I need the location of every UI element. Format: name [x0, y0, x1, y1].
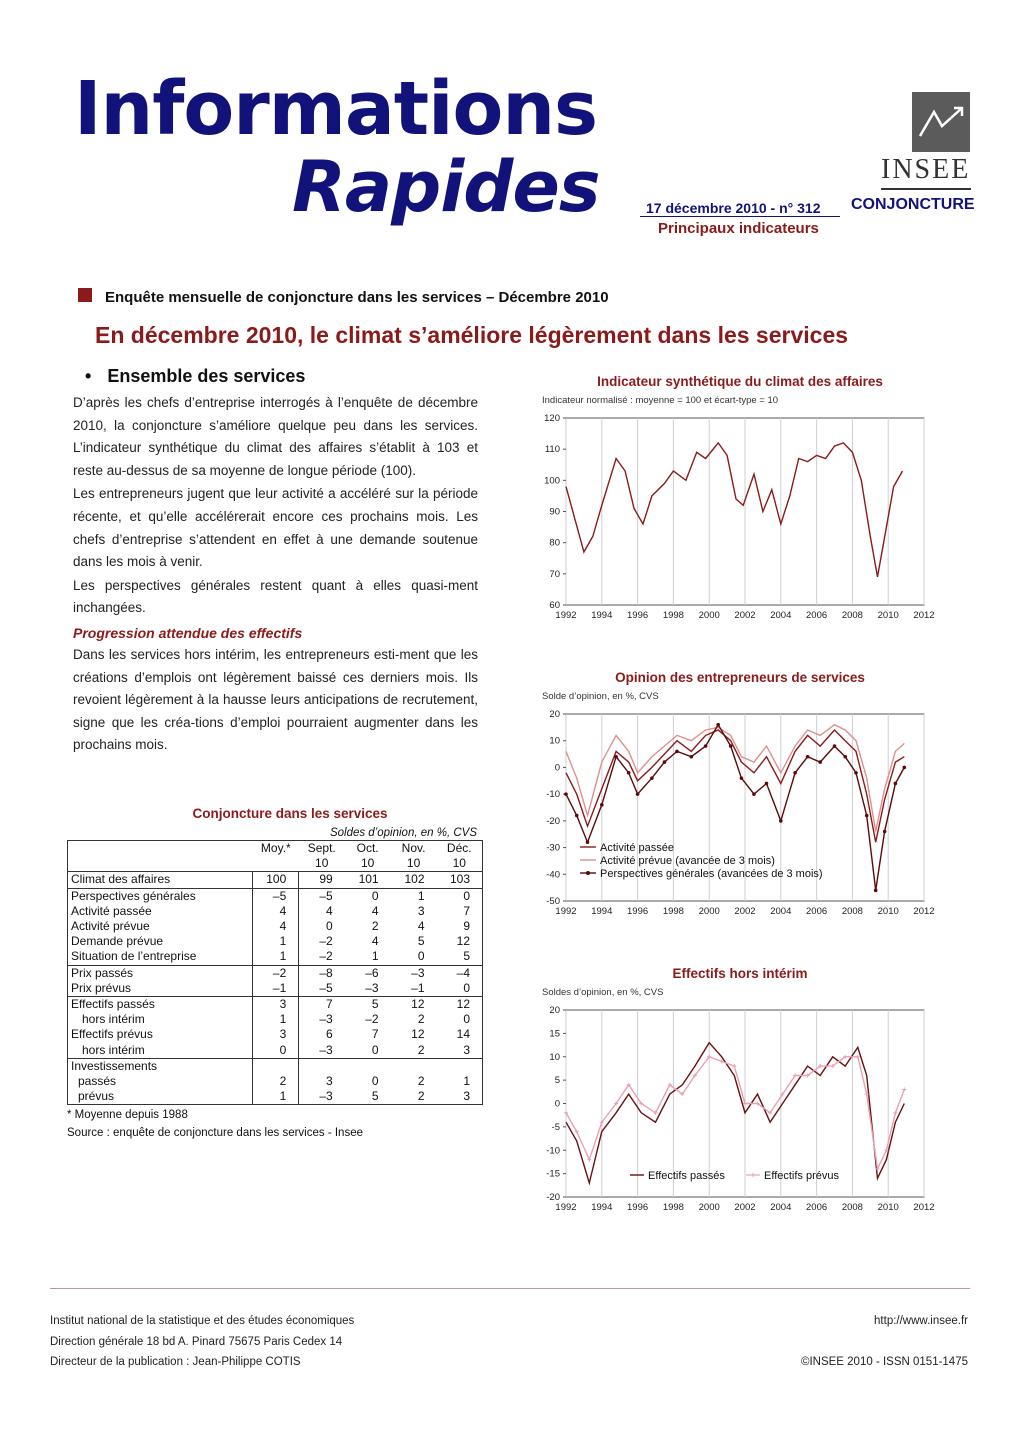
table-cell: –1 [253, 981, 299, 997]
table-row [68, 1012, 483, 1027]
data-point [564, 792, 568, 796]
y-tick-label: -40 [546, 869, 560, 881]
table-cell: –2 [299, 949, 345, 965]
chart-title: Opinion des entrepreneurs de services [615, 670, 865, 685]
table-cell: 3 [299, 1074, 345, 1089]
x-tick-label: 2000 [698, 1202, 720, 1213]
table-cell: –3 [345, 981, 391, 997]
table-row-label: Effectifs passés [71, 997, 155, 1012]
brand-underline [640, 216, 840, 217]
chart-climate [530, 374, 950, 632]
data-point [636, 792, 640, 796]
data-point [843, 755, 847, 759]
bullet-icon: • [85, 366, 92, 386]
table-cell: 3 [253, 1027, 299, 1042]
data-point [740, 776, 744, 780]
y-tick-label: 15 [549, 1028, 560, 1040]
table-cell: 5 [371, 1089, 379, 1104]
y-tick-label: 10 [549, 1051, 560, 1063]
x-tick-label: 1994 [591, 1202, 613, 1213]
table-cell: 1 [417, 888, 425, 903]
table-cell [345, 1058, 391, 1074]
x-tick-label: 1998 [662, 906, 684, 917]
table-row [68, 872, 483, 888]
table-row-label: Perspectives générales [71, 888, 196, 903]
x-tick-label: 1998 [662, 610, 684, 621]
data-point [883, 830, 887, 834]
y-tick-label: 20 [549, 709, 560, 720]
x-tick-label: 1992 [555, 906, 577, 917]
table-cell: 4 [253, 904, 299, 919]
series-line [566, 1043, 904, 1183]
y-tick-label: 90 [549, 506, 560, 518]
footer-copyright: ©INSEE 2010 - ISSN 0151-1475 [800, 1356, 968, 1368]
paragraph: Les entrepreneurs jugent que leur activité a accéléré sur la période récente, et qu’elle accélérerait encore ces prochains mois. Les chefs d’entreprise s’attendent en effet à une demande soutenue dans les mois à venir. [73, 486, 478, 570]
y-tick-label: -5 [551, 1121, 560, 1133]
table-row [68, 997, 483, 1013]
table-cell: 6 [299, 1027, 345, 1042]
table-row-label: Prix prévus [68, 981, 253, 997]
table-source: Source : enquête de conjoncture dans les services - Insee [67, 1127, 363, 1140]
table-note: * Moyenne depuis 1988 [67, 1109, 188, 1122]
table-cell: 103 [437, 872, 483, 888]
data-point [874, 889, 878, 893]
table-cell: –3 [299, 1089, 345, 1105]
y-tick-label: 100 [544, 475, 560, 487]
x-tick-label: 2004 [770, 906, 792, 917]
chart-svg [530, 410, 950, 632]
publication-subtitle: Principaux indicateurs [658, 220, 819, 237]
series-line [566, 725, 904, 832]
x-tick-label: 2000 [698, 610, 720, 621]
table-unit: Soldes d’opinion, en %, CVS [329, 827, 477, 839]
square-bullet-icon [78, 288, 92, 302]
table-cell: 2 [253, 1074, 299, 1089]
x-tick-label: 2008 [841, 906, 863, 917]
table-cell: –2 [253, 965, 299, 981]
chart-svg [530, 1002, 950, 1224]
data-point [729, 744, 733, 748]
x-tick-label: 1994 [591, 906, 613, 917]
legend-label: Effectifs passés [648, 1170, 725, 1182]
chart-note: Solde d’opinion, en %, CVS [542, 691, 659, 702]
data-point [587, 1158, 591, 1162]
table-cell: –2 [299, 934, 345, 949]
y-tick-label: 20 [549, 1005, 560, 1016]
table-cell [253, 1058, 299, 1074]
data-point [732, 1064, 736, 1068]
table-cell: 1 [345, 949, 391, 965]
y-tick-label: -50 [546, 896, 560, 907]
table-row [68, 904, 483, 919]
chart-note: Soldes d’opinion, en %, CVS [542, 987, 664, 998]
x-tick-label: 1996 [627, 610, 649, 621]
x-tick-label: 2006 [806, 610, 828, 621]
chart-note: Indicateur normalisé : moyenne = 100 et écart-type = 10 [542, 395, 779, 406]
table-row-label: Investissements [71, 1058, 158, 1073]
data-point [650, 776, 654, 780]
table-cell: –3 [411, 965, 425, 980]
x-tick-label: 2012 [913, 906, 935, 917]
table-title: Conjoncture dans les services [192, 806, 388, 821]
table-cell: –8 [299, 965, 345, 981]
table-cell: –5 [299, 888, 345, 904]
table-body [68, 872, 483, 1105]
data-point [856, 1055, 860, 1059]
table-row [68, 1027, 483, 1042]
paragraph: D’après les chefs d’entreprise interrogés à l’enquête de décembre 2010, la conjoncture s’améliore quelque peu dans les services. L’indicateur synthétique du climat des affaires s’établit à 103 et reste au-dessus de sa moyenne de longue période (100). [73, 395, 478, 478]
table-header-cell: Déc. 10 [437, 841, 483, 872]
x-tick-label: 2004 [770, 1202, 792, 1213]
table-row [68, 965, 483, 981]
table-cell: 2 [417, 1089, 425, 1104]
table-cell: 1 [253, 1012, 299, 1027]
table-cell [391, 1058, 437, 1074]
table-cell: 12 [411, 1027, 425, 1042]
legend-label: Perspectives générales (avancées de 3 mois) [600, 868, 823, 880]
table-cell: 9 [463, 919, 470, 934]
table-cell [437, 1058, 483, 1074]
table-cell: –1 [391, 981, 437, 997]
data-point [743, 1102, 747, 1106]
table-cell: 3 [437, 1043, 483, 1059]
table-row [68, 1043, 483, 1059]
data-point [902, 1087, 906, 1091]
table-cell: 7 [299, 997, 345, 1013]
table-cell: 4 [299, 904, 345, 919]
x-tick-label: 2010 [877, 906, 899, 917]
table-cell: –5 [253, 888, 299, 904]
data-point [600, 803, 604, 807]
table-cell: 1 [253, 1089, 299, 1105]
left-column [73, 366, 478, 757]
table-cell: –3 [299, 1043, 345, 1059]
chart-opinion [530, 670, 950, 928]
y-tick-label: 80 [549, 537, 560, 549]
logo-divider [881, 188, 971, 190]
table-cell: 0 [253, 1043, 299, 1059]
table-row-label: Activité passée [71, 903, 152, 918]
data-point [793, 771, 797, 775]
table-row [68, 919, 483, 934]
section-title [85, 366, 478, 387]
table-cell: –3 [299, 1012, 345, 1027]
table-cell: 1 [463, 1074, 470, 1089]
chart-title: Indicateur synthétique du climat des affaires [597, 374, 883, 389]
x-tick-label: 1998 [662, 1202, 684, 1213]
indicator-table-block [67, 806, 483, 1141]
table-row-label: Climat des affaires [68, 872, 253, 888]
y-tick-label: 0 [554, 762, 560, 774]
data-point [833, 744, 837, 748]
data-point [818, 760, 822, 764]
table-row-label: Demande prévue [71, 934, 164, 949]
table-cell: 2 [417, 1074, 425, 1089]
legend-marker [751, 1173, 755, 1177]
legend-marker [586, 871, 590, 875]
y-tick-label: -10 [546, 1145, 560, 1157]
table-cell: 12 [411, 997, 425, 1012]
y-tick-label: 5 [554, 1075, 560, 1087]
section-title-text: Ensemble des services [107, 366, 306, 386]
x-tick-label: 2010 [877, 1202, 899, 1213]
chart-employment [530, 966, 950, 1224]
table-cell: 4 [253, 919, 299, 934]
table-cell: 5 [417, 934, 425, 949]
data-point [894, 782, 898, 786]
y-tick-label: -30 [546, 842, 560, 854]
table-cell: 1 [253, 934, 299, 949]
table-cell: 4 [417, 919, 425, 934]
y-tick-label: -10 [546, 789, 560, 801]
table-cell: 7 [463, 903, 470, 918]
data-point [704, 744, 708, 748]
table-header-cell: Oct. 10 [345, 841, 391, 872]
table-cell: 0 [463, 888, 470, 903]
y-tick-label: 70 [549, 568, 560, 580]
chart-svg [530, 706, 950, 928]
footer-divider [50, 1288, 970, 1289]
table-row-label: Prix passés [71, 965, 134, 980]
data-point [865, 814, 869, 818]
table-cell: 2 [417, 1012, 425, 1027]
table-cell: 2 [371, 919, 379, 934]
y-tick-label: 60 [549, 600, 560, 611]
table-cell: –5 [299, 981, 345, 997]
table-row [68, 1074, 483, 1089]
table-row-label: Effectifs prévus [71, 1027, 153, 1042]
table-cell: 3 [463, 1089, 470, 1104]
data-point [765, 782, 769, 786]
y-tick-label: 120 [544, 413, 560, 424]
table-cell: –6 [365, 965, 379, 980]
table-row-label: hors intérim [68, 1043, 253, 1059]
table-cell: 7 [371, 1027, 379, 1042]
x-tick-label: 2008 [841, 610, 863, 621]
x-tick-label: 2006 [806, 1202, 828, 1213]
x-tick-label: 2004 [770, 610, 792, 621]
chart-title: Effectifs hors intérim [672, 966, 808, 981]
table-cell: 0 [391, 949, 437, 965]
table-cell [299, 1058, 345, 1074]
legend-label: Effectifs prévus [764, 1170, 839, 1182]
y-tick-label: -15 [546, 1168, 560, 1180]
data-point [716, 723, 720, 727]
legend-label: Activité prévue (avancée de 3 mois) [600, 855, 775, 867]
table-cell: 100 [253, 872, 299, 888]
footer-director: Directeur de la publication : Jean-Philippe COTIS [50, 1356, 301, 1368]
brand-title-line2: Rapides [292, 146, 600, 228]
data-point [675, 750, 679, 754]
table-row [68, 888, 483, 904]
x-tick-label: 2002 [734, 610, 756, 621]
table-cell: 1 [253, 949, 299, 965]
table-cell: 5 [371, 997, 379, 1012]
series-line [566, 730, 904, 842]
table-cell: 2 [391, 1043, 437, 1059]
table-cell: 0 [437, 981, 483, 997]
table-cell: 12 [456, 934, 470, 949]
headline: En décembre 2010, le climat s’améliore légèrement dans les services [95, 322, 849, 348]
table-cell: 3 [417, 903, 425, 918]
table-row [68, 934, 483, 949]
data-point [690, 755, 694, 759]
table-header-cell: Sept. 10 [299, 841, 345, 872]
data-point [779, 819, 783, 823]
footer-institute: Institut national de la statistique et des études économiques [50, 1315, 355, 1327]
table-cell: 14 [456, 1027, 470, 1042]
x-tick-label: 1994 [591, 610, 613, 621]
y-tick-label: 110 [544, 444, 560, 456]
table-row-label: prévus [78, 1089, 115, 1104]
x-tick-label: 2010 [877, 610, 899, 621]
table-cell: 4 [371, 934, 379, 949]
y-tick-label: 0 [554, 1098, 560, 1110]
survey-title: Enquête mensuelle de conjoncture dans les services – Décembre 2010 [105, 289, 609, 306]
table-cell: 3 [253, 997, 299, 1013]
paragraph: Dans les services hors intérim, les entrepreneurs esti-ment que les créations d’emplois ont légèrement baissé ces derniers mois. Ils revoient légèrement à la hausse leurs anticipations de recrutement, signe que les créa-tions d’emploi pourraient augmenter dans les prochains mois. [73, 646, 478, 753]
table-header-row [68, 841, 483, 872]
table-row-label: Situation de l’entreprise [68, 949, 253, 965]
x-tick-label: 2012 [913, 1202, 935, 1213]
data-point [627, 771, 631, 775]
x-tick-label: 2000 [698, 906, 720, 917]
issue-date: 17 décembre 2010 - n° 312 [646, 200, 821, 216]
table-cell: 0 [463, 1012, 470, 1027]
insee-logo-icon [912, 92, 970, 152]
data-point [663, 760, 667, 764]
footer-address: Direction générale 18 bd A. Pinard 75675 Paris Cedex 14 [50, 1336, 343, 1348]
data-point [614, 755, 618, 759]
table-row [68, 981, 483, 997]
x-tick-label: 1996 [627, 906, 649, 917]
data-point [575, 814, 579, 818]
table-row-label: passés [78, 1074, 117, 1089]
logo-subtitle: CONJONCTURE [851, 196, 975, 213]
x-tick-label: 1992 [555, 1202, 577, 1213]
x-tick-label: 2006 [806, 906, 828, 917]
y-tick-label: 10 [549, 735, 560, 747]
table-header-cell: Moy.* [253, 841, 299, 872]
y-tick-label: -20 [546, 1192, 560, 1203]
table-cell: 102 [391, 872, 437, 888]
table-row [68, 949, 483, 965]
x-tick-label: 2008 [841, 1202, 863, 1213]
table-cell: 0 [371, 888, 379, 903]
x-tick-label: 1996 [627, 1202, 649, 1213]
table-cell: 101 [345, 872, 391, 888]
data-point [893, 1111, 897, 1115]
table-cell: –4 [456, 965, 470, 980]
data-point [586, 840, 590, 844]
table-row [68, 1089, 483, 1105]
x-tick-label: 2012 [913, 610, 935, 621]
table-cell: 0 [345, 1043, 391, 1059]
footer-url[interactable]: http://www.insee.fr [874, 1315, 968, 1327]
brand-title-line1: Informations [74, 66, 598, 152]
table-cell: 4 [371, 903, 379, 918]
table-cell: –2 [365, 1012, 379, 1027]
x-tick-label: 2002 [734, 1202, 756, 1213]
legend-label: Activité passée [600, 842, 674, 854]
table-header-cell: Nov. 10 [391, 841, 437, 872]
subsection-title: Progression attendue des effectifs [73, 624, 303, 641]
table-cell: 99 [299, 872, 345, 888]
logo-text: INSEE [881, 154, 971, 185]
table-cell: 0 [371, 1074, 379, 1089]
table-header-cell [68, 841, 253, 872]
table-row-label: Activité prévue [71, 919, 150, 934]
table-cell: 5 [437, 949, 483, 965]
data-point [903, 766, 907, 770]
indicator-table [67, 840, 483, 1105]
x-tick-label: 2002 [734, 906, 756, 917]
table-row-label: hors intérim [82, 1012, 145, 1027]
paragraph: Les perspectives générales restent quant à elles quasi-ment inchangées. [73, 577, 478, 616]
data-point [752, 792, 756, 796]
data-point [806, 755, 810, 759]
table-row [68, 1058, 483, 1074]
data-point [854, 771, 858, 775]
x-tick-label: 1992 [555, 610, 577, 621]
table-cell: 12 [456, 997, 470, 1012]
y-tick-label: -20 [546, 815, 560, 827]
table-cell: 0 [299, 919, 345, 934]
